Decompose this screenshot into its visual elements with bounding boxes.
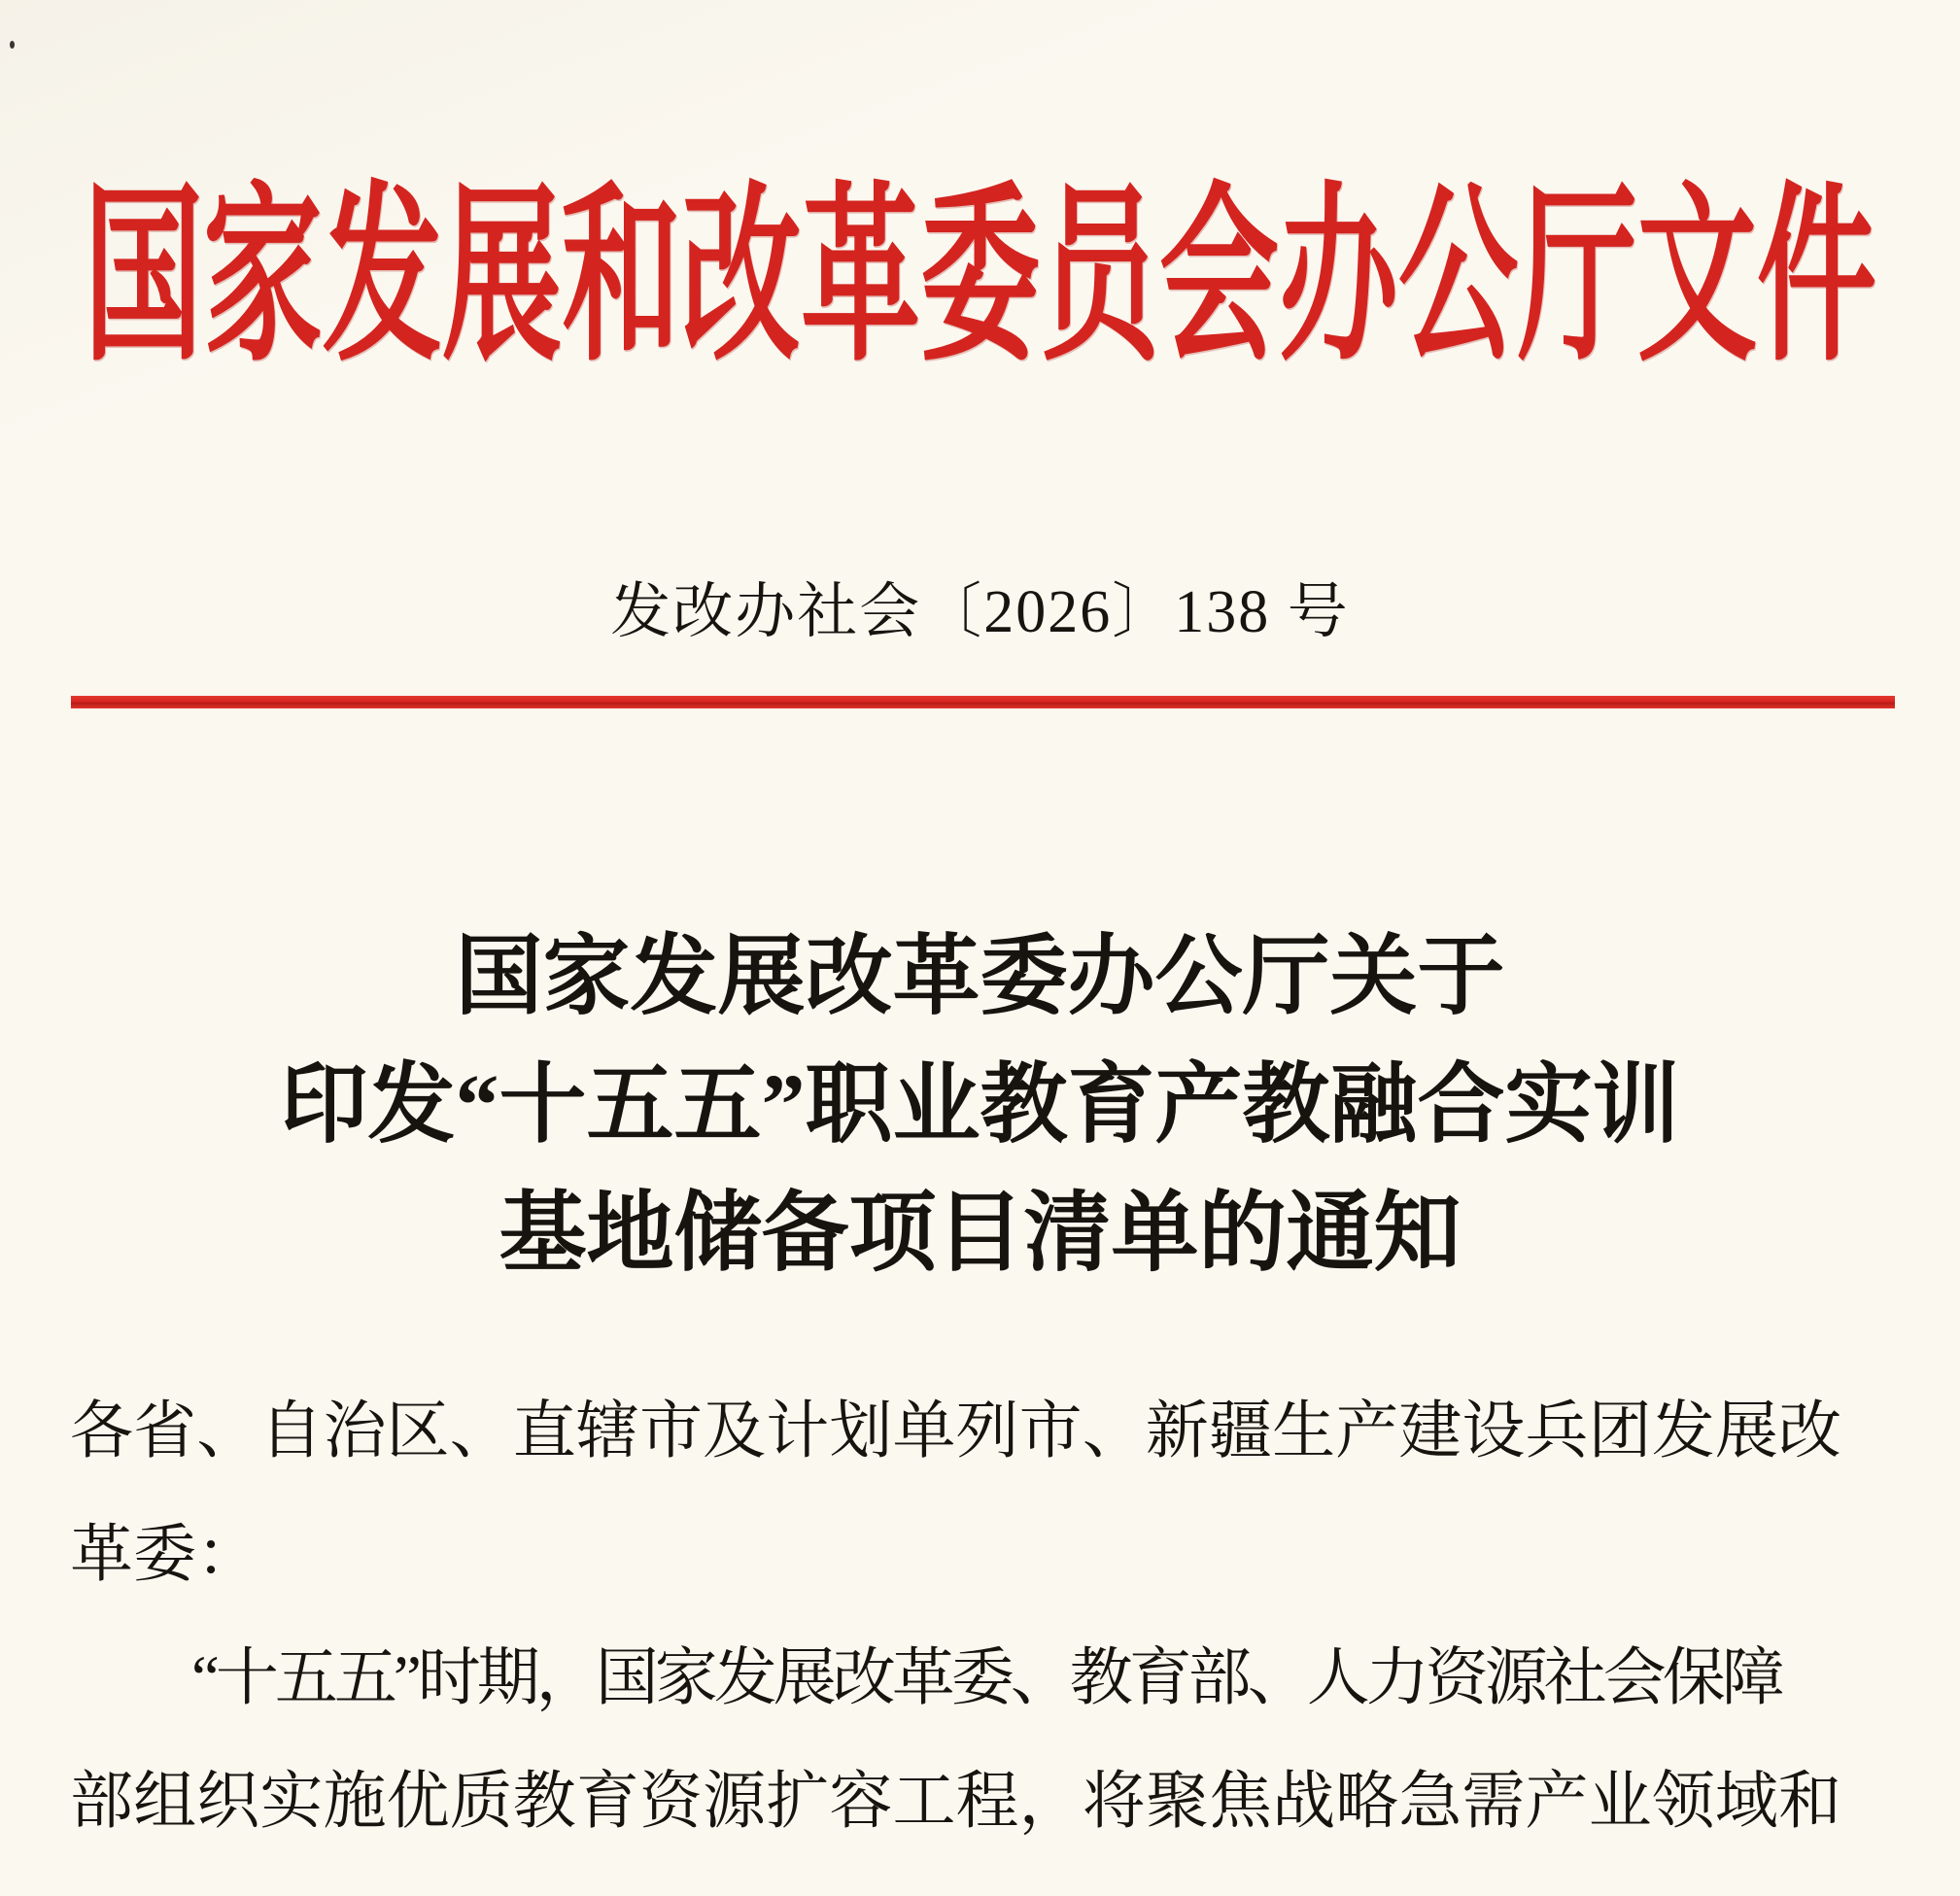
scan-artifact-dot	[10, 41, 15, 49]
document-title-line-2: 印发“十五五”职业教育产教融合实训	[280, 1057, 1680, 1154]
document-title-line-1: 国家发展改革委办公厅关于	[455, 929, 1505, 1025]
document-body	[70, 1370, 1841, 1864]
body-salutation-line-1: 各省、自治区、直辖市及计划单列市、新疆生产建设兵团发展改	[70, 1396, 1841, 1466]
body-salutation-line-2: 革委：	[70, 1520, 260, 1590]
document-reference-number: 发改办社会〔2026〕138 号	[610, 579, 1350, 645]
document-title-line-3: 基地储备项目清单的通知	[499, 1186, 1461, 1282]
body-paragraph-line-1: “十五五”时期，国家发展改革委、教育部、人力资源社会保障	[191, 1643, 1781, 1713]
document-title	[0, 914, 1960, 1298]
agency-letterhead-title: 国家发展和改革委员会办公厅文件	[84, 170, 1876, 385]
red-divider-line	[71, 696, 1895, 708]
body-paragraph-line-2: 部组织实施优质教育资源扩容工程，将聚焦战略急需产业领域和	[70, 1767, 1841, 1837]
